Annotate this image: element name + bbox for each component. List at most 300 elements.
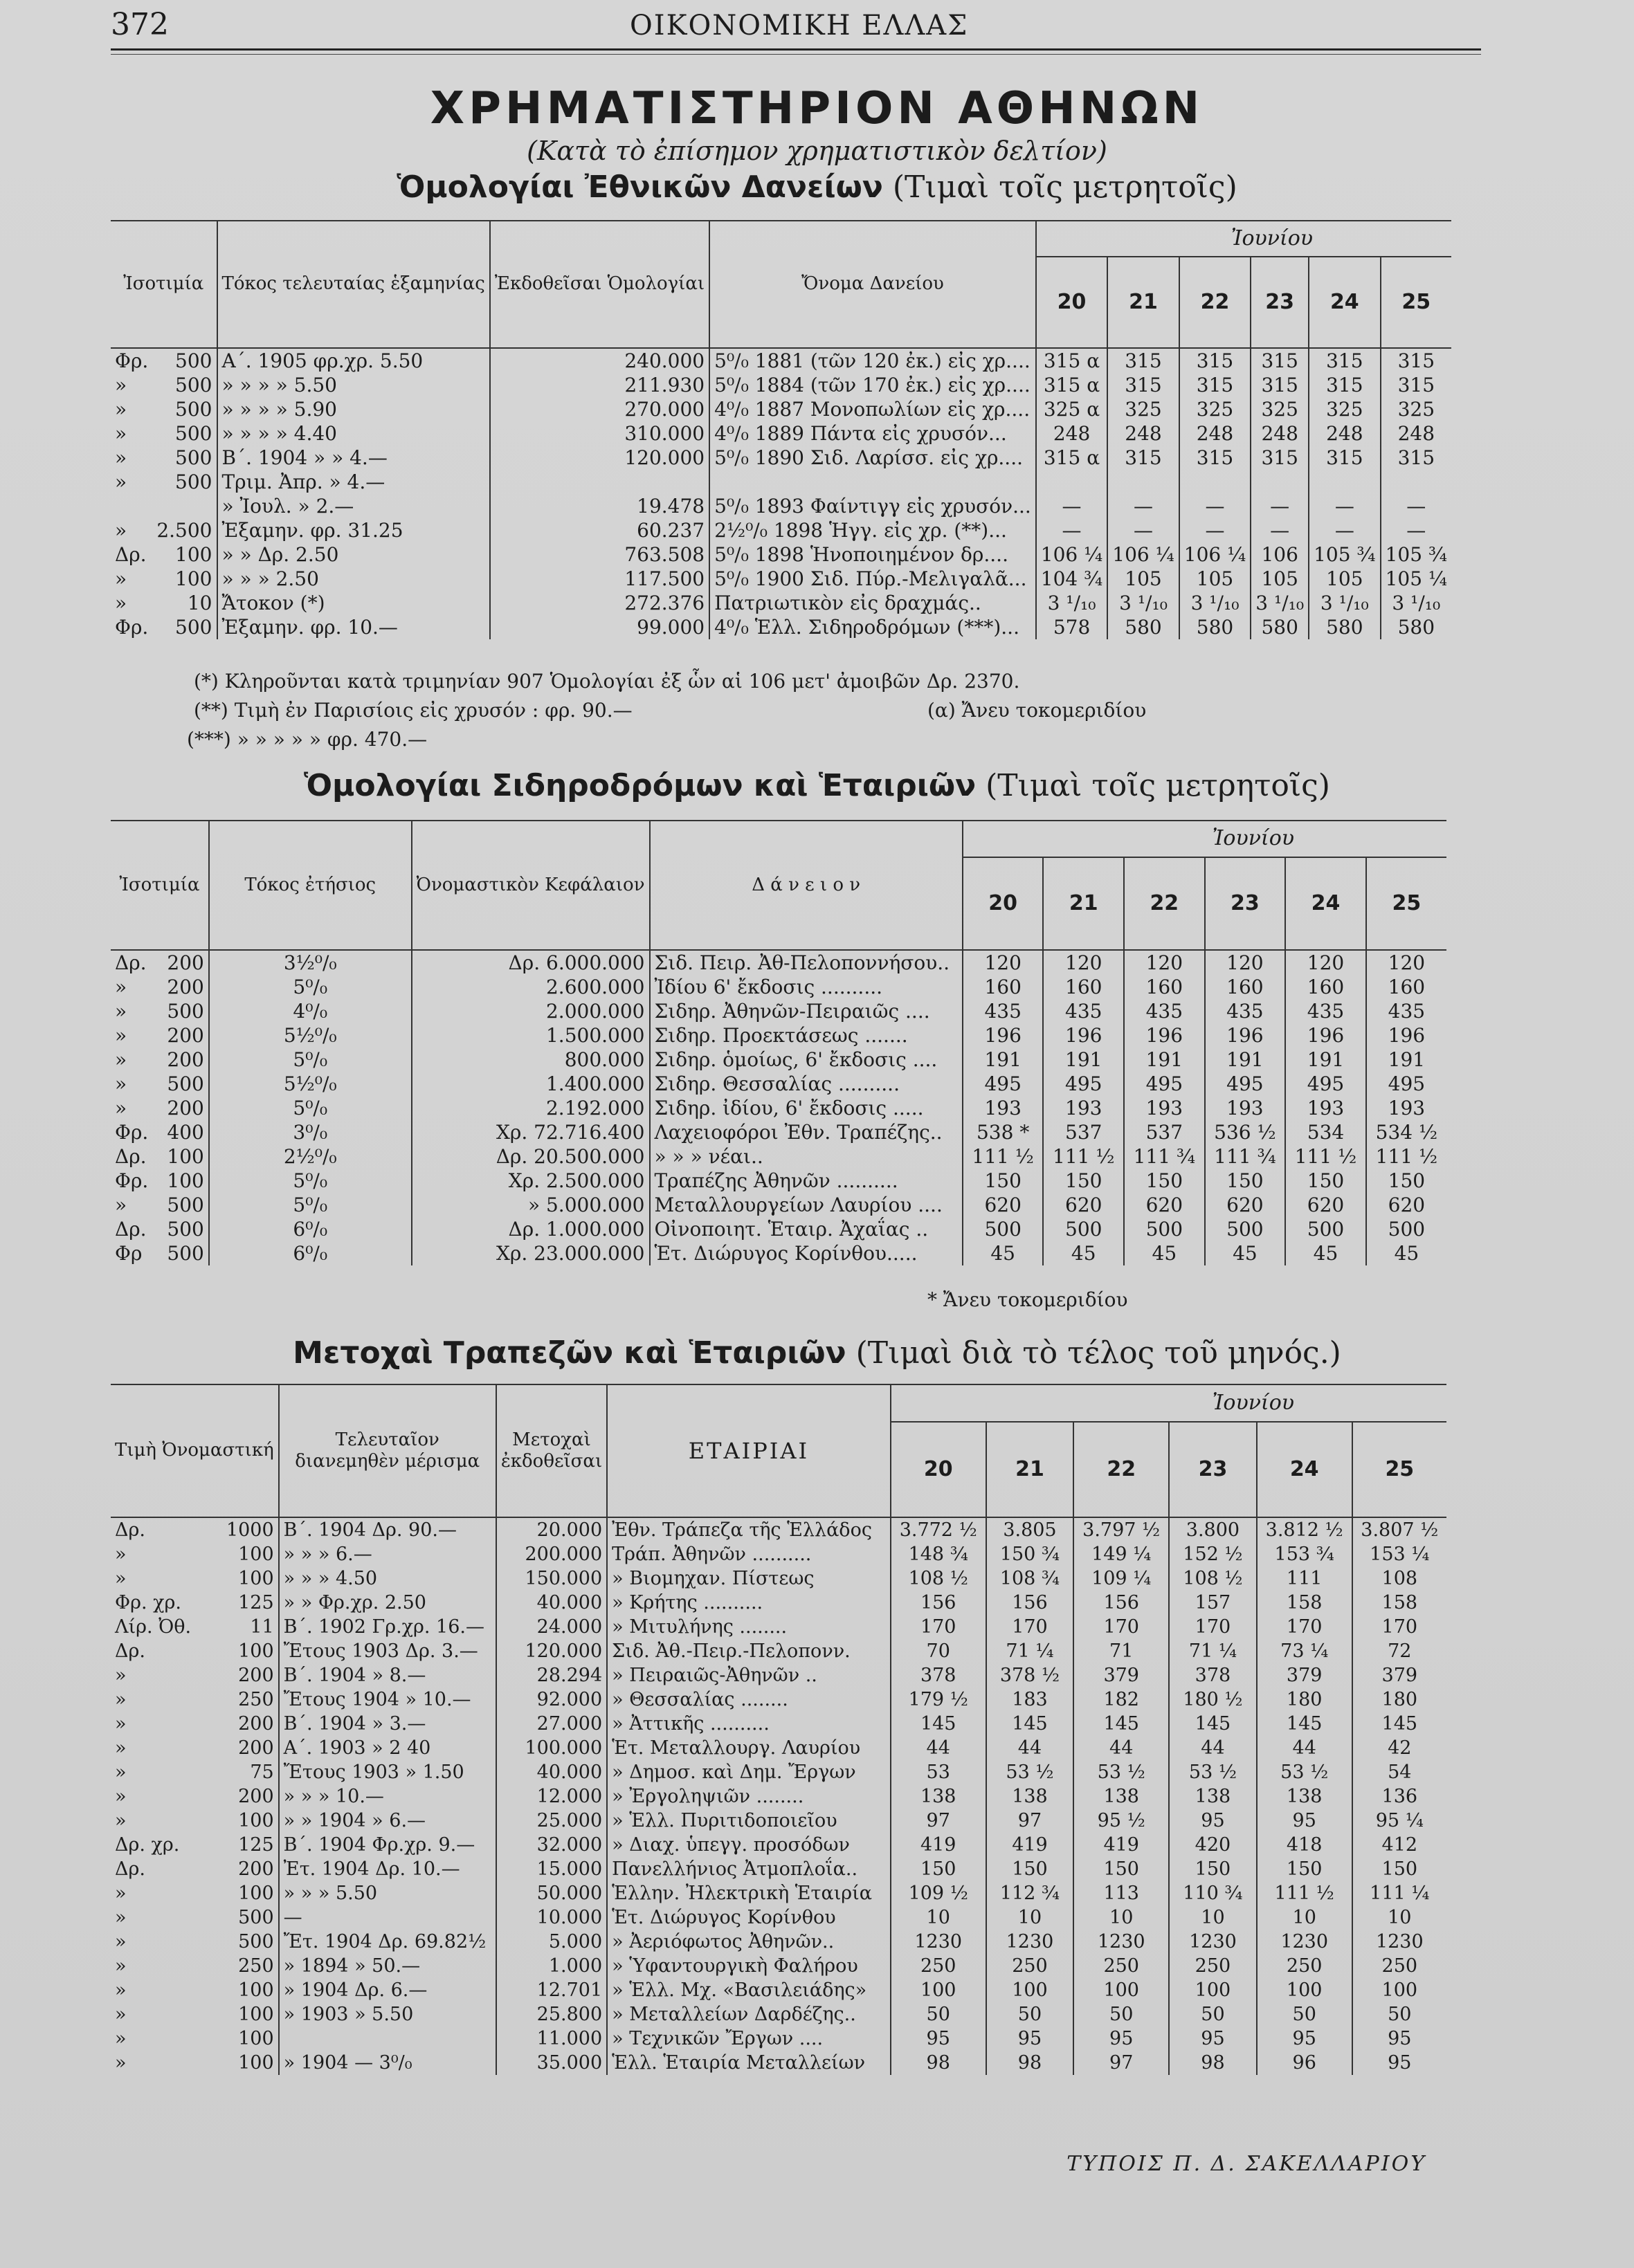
cell-price-25: 45 xyxy=(1394,1242,1419,1265)
cell-price-25: 100 xyxy=(1381,1979,1418,2001)
cell-price-20: 156 xyxy=(891,1591,986,1615)
cell-price-24: — xyxy=(1309,518,1380,542)
cell-par: 500 xyxy=(152,348,217,373)
cell-price-22: 191 xyxy=(1124,1048,1205,1072)
cell-interest: 3½⁰/₀ xyxy=(209,950,412,975)
cell-price-22: 3.797 ½ xyxy=(1073,1517,1169,1542)
cell-price-23: 315 xyxy=(1251,348,1309,373)
cell-name: » » » νέαι.. xyxy=(650,1144,963,1169)
cell-price-24: 153 ¾ xyxy=(1257,1542,1352,1566)
cell-price-24: 379 xyxy=(1257,1663,1352,1688)
cell-price-23: 580 xyxy=(1251,615,1309,639)
cell-price-22: 95 ½ xyxy=(1073,1809,1169,1833)
table-row xyxy=(111,1591,1446,1615)
cell-issued: 270.000 xyxy=(490,397,709,421)
cell-price-20: 100 xyxy=(891,1978,986,2002)
cell-par: 100 xyxy=(211,1978,278,2002)
cell-currency: » xyxy=(115,519,127,542)
cell-price-24: 580 xyxy=(1309,615,1380,639)
cell-price-24: 111 ½ xyxy=(1257,1881,1352,1905)
s3-header-merisma: Τελευταῖον διανεμηθὲν μέρισμα xyxy=(279,1384,496,1517)
cell-interest: Ἐτ. 1904 Δρ. 10.— xyxy=(279,1857,496,1881)
cell-price-20 xyxy=(1036,470,1107,494)
cell-price-23: 620 xyxy=(1205,1193,1286,1217)
cell-price-23: 3 ¹/₁₀ xyxy=(1251,591,1309,615)
cell-issued: 32.000 xyxy=(496,1833,607,1857)
cell-name: » Θεσσαλίας ........ xyxy=(607,1688,891,1712)
cell-price-23: 10 xyxy=(1169,1905,1257,1930)
s1-header-onoma: Ὄνομα Δανείου xyxy=(709,221,1036,348)
cell-interest: 5½⁰/₀ xyxy=(209,1072,412,1096)
cell-interest: » » Φρ.χρ. 2.50 xyxy=(279,1591,496,1615)
cell-interest: » » » » 4.40 xyxy=(217,421,490,446)
cell-name: 5⁰/₀ 1884 (τῶν 170 ἐκ.) εἰς χρ.... xyxy=(709,373,1036,397)
cell-interest: » » » 2.50 xyxy=(217,567,490,591)
cell-price-21: 150 xyxy=(1043,1169,1124,1193)
section2-body xyxy=(111,950,1446,1265)
cell-name: » Ἑλλ. Πυριτιδοποιεῖου xyxy=(607,1809,891,1833)
cell-price-20: 435 xyxy=(963,999,1044,1023)
cell-price-20: 98 xyxy=(891,2051,986,2075)
table-row xyxy=(111,397,1451,421)
table-row xyxy=(111,999,1446,1023)
cell-price-22: 170 xyxy=(1073,1615,1169,1639)
cell-price-24: 325 xyxy=(1309,397,1380,421)
cell-price-25: 180 xyxy=(1381,1689,1418,1710)
cell-price-22: 315 xyxy=(1179,348,1251,373)
cell-price-20: 3.772 ½ xyxy=(891,1517,986,1542)
main-title: ΧΡΗΜΑΤΙΣΤΗΡΙΟΝ ΑΘΗΝΩΝ xyxy=(430,83,1204,134)
cell-name: » Δημοσ. καὶ Δημ. Ἔργων xyxy=(607,1760,891,1784)
cell-currency: Φρ. xyxy=(115,616,149,639)
cell-par: 200 xyxy=(211,1784,278,1809)
table-row xyxy=(111,1930,1446,1954)
cell-price-23: 138 xyxy=(1169,1784,1257,1809)
cell-price-20: 150 xyxy=(891,1857,986,1881)
cell-price-22: 71 xyxy=(1073,1639,1169,1663)
cell-price-23: 100 xyxy=(1169,1978,1257,2002)
cell-price-20: 138 xyxy=(891,1784,986,1809)
cell-currency: Δρ. xyxy=(115,543,147,566)
cell-currency: » xyxy=(115,567,127,590)
cell-name: » Τεχνικῶν Ἔργων .... xyxy=(607,2027,891,2051)
cell-name: Σιδηρ. ὁμοίως, 6' ἔκδοσις .... xyxy=(650,1048,963,1072)
cell-par: 200 xyxy=(161,950,209,975)
cell-par: 125 xyxy=(211,1833,278,1857)
cell-currency: Δρ. xyxy=(115,1145,147,1168)
s1-note-alpha: (α) Ἄνευ τοκομεριδίου xyxy=(927,699,1147,722)
cell-price-24: 120 xyxy=(1285,950,1366,975)
cell-price-21: 537 xyxy=(1043,1120,1124,1144)
cell-price-24: 160 xyxy=(1285,975,1366,999)
cell-price-22: 44 xyxy=(1073,1736,1169,1760)
cell-price-20: 150 xyxy=(963,1169,1044,1193)
cell-price-22: 120 xyxy=(1124,950,1205,975)
table-row xyxy=(111,1217,1446,1241)
cell-price-24: 315 xyxy=(1309,348,1380,373)
table-row xyxy=(111,1954,1446,1978)
section1-body xyxy=(111,348,1451,639)
cell-name: Ἑτ. Διώρυγος Κορίνθου..... xyxy=(650,1241,963,1265)
s2-header-month: Ἰουνίου xyxy=(963,821,1446,857)
table-row xyxy=(111,1663,1446,1688)
cell-price-21: 3 ¹/₁₀ xyxy=(1107,591,1179,615)
cell-price-20: 109 ½ xyxy=(891,1881,986,1905)
cell-price-22: — xyxy=(1179,518,1251,542)
cell-price-24: 196 xyxy=(1285,1023,1366,1048)
cell-issued: 150.000 xyxy=(496,1566,607,1591)
header-rule xyxy=(111,48,1481,51)
cell-price-22: 495 xyxy=(1124,1072,1205,1096)
table-row xyxy=(111,1712,1446,1736)
table-row xyxy=(111,470,1451,494)
cell-interest: Β΄. 1904 » 8.— xyxy=(279,1663,496,1688)
cell-issued: Δρ. 6.000.000 xyxy=(412,950,650,975)
section3-title-bold: Μετοχαὶ Τραπεζῶν καὶ Ἑταιριῶν xyxy=(293,1335,846,1371)
cell-currency: » xyxy=(115,1762,127,1783)
cell-issued: 272.376 xyxy=(490,591,709,615)
cell-par: 500 xyxy=(211,1905,278,1930)
cell-price-21: 156 xyxy=(986,1591,1074,1615)
table-row xyxy=(111,2002,1446,2027)
cell-price-23: 180 ½ xyxy=(1169,1688,1257,1712)
cell-interest: 2½⁰/₀ xyxy=(209,1144,412,1169)
cell-price-20: 160 xyxy=(963,975,1044,999)
cell-interest: — xyxy=(279,1905,496,1930)
table-row xyxy=(111,1072,1446,1096)
day-header-25: 25 xyxy=(1385,1457,1415,1482)
cell-name: » Κρήτης .......... xyxy=(607,1591,891,1615)
cell-interest: Β΄. 1904 Φρ.χρ. 9.— xyxy=(279,1833,496,1857)
running-header xyxy=(111,7,1495,48)
cell-currency: » xyxy=(115,2052,127,2074)
cell-price-22: 50 xyxy=(1073,2002,1169,2027)
cell-currency: » xyxy=(115,470,127,493)
cell-price-25: 3 ¹/₁₀ xyxy=(1392,592,1441,614)
cell-price-25: 10 xyxy=(1388,1907,1412,1928)
cell-price-23: 45 xyxy=(1205,1241,1286,1265)
cell-price-24 xyxy=(1309,470,1380,494)
cell-price-23: 191 xyxy=(1205,1048,1286,1072)
cell-issued: Δρ. 20.500.000 xyxy=(412,1144,650,1169)
cell-price-21: 95 xyxy=(986,2027,1074,2051)
cell-price-25: 534 ½ xyxy=(1375,1121,1438,1144)
cell-currency: » xyxy=(115,1810,127,1831)
cell-par: 200 xyxy=(161,1096,209,1120)
cell-issued: 92.000 xyxy=(496,1688,607,1712)
cell-interest: » » 1904 » 6.— xyxy=(279,1809,496,1833)
section3-body xyxy=(111,1517,1446,2075)
section1-title-rest: (Τιμαὶ τοῖς μετρητοῖς) xyxy=(892,170,1237,205)
cell-price-21: 315 xyxy=(1107,348,1179,373)
cell-price-22: — xyxy=(1179,494,1251,518)
cell-currency: Φρ xyxy=(115,1242,143,1265)
cell-price-24: 111 ½ xyxy=(1285,1144,1366,1169)
cell-price-24: 105 xyxy=(1309,567,1380,591)
section3-title xyxy=(0,1335,1634,1371)
cell-issued: 25.800 xyxy=(496,2002,607,2027)
cell-price-23: 152 ½ xyxy=(1169,1542,1257,1566)
cell-par: 200 xyxy=(211,1736,278,1760)
cell-issued: 12.000 xyxy=(496,1784,607,1809)
cell-price-25: 250 xyxy=(1381,1955,1418,1977)
table-row xyxy=(111,1566,1446,1591)
cell-name: » Ἑλλ. Μχ. «Βασιλειάδης» xyxy=(607,1978,891,2002)
cell-par: 75 xyxy=(211,1760,278,1784)
cell-currency: Δρ. xyxy=(115,1640,145,1662)
cell-price-25: 153 ¼ xyxy=(1370,1544,1430,1565)
s2-header-isotimia: Ἰσοτιμία xyxy=(111,821,209,950)
cell-issued: » 5.000.000 xyxy=(412,1193,650,1217)
cell-issued: 5.000 xyxy=(496,1930,607,1954)
cell-par: 125 xyxy=(211,1591,278,1615)
cell-issued: 800.000 xyxy=(412,1048,650,1072)
cell-price-25: 95 ¼ xyxy=(1375,1810,1424,1831)
cell-name: 5⁰/₀ 1893 Φαίντιγγ εἰς χρυσόν... xyxy=(709,494,1036,518)
cell-issued: 1.400.000 xyxy=(412,1072,650,1096)
cell-price-25: 120 xyxy=(1388,951,1426,974)
cell-price-21: 325 xyxy=(1107,397,1179,421)
cell-issued: 310.000 xyxy=(490,421,709,446)
cell-price-25: 379 xyxy=(1381,1665,1418,1686)
cell-currency: Λίρ. Ὀθ. xyxy=(115,1616,192,1638)
cell-price-25: 325 xyxy=(1397,398,1435,421)
cell-price-23: 250 xyxy=(1169,1954,1257,1978)
cell-price-20: 315 α xyxy=(1036,373,1107,397)
table-row xyxy=(111,1542,1446,1566)
cell-par: 500 xyxy=(152,421,217,446)
cell-price-21: 145 xyxy=(986,1712,1074,1736)
cell-price-23: 157 xyxy=(1169,1591,1257,1615)
cell-price-21: 150 ¾ xyxy=(986,1542,1074,1566)
cell-price-22: 145 xyxy=(1073,1712,1169,1736)
cell-price-21: 53 ½ xyxy=(986,1760,1074,1784)
cell-name: Οἰνοποιητ. Ἑταιρ. Ἀχαΐας .. xyxy=(650,1217,963,1241)
cell-price-21: 106 ¼ xyxy=(1107,542,1179,567)
cell-issued: 211.930 xyxy=(490,373,709,397)
cell-price-20: 170 xyxy=(891,1615,986,1639)
cell-price-20: 120 xyxy=(963,950,1044,975)
cell-name: Ἑλλην. Ἠλεκτρικὴ Ἑταιρία xyxy=(607,1881,891,1905)
cell-price-25: 1230 xyxy=(1375,1931,1424,1953)
table-row xyxy=(111,1615,1446,1639)
cell-currency: » xyxy=(115,398,127,421)
cell-price-20: 111 ½ xyxy=(963,1144,1044,1169)
cell-currency: » xyxy=(115,1568,127,1589)
cell-interest: 5⁰/₀ xyxy=(209,1193,412,1217)
day-header-21: 21 xyxy=(986,1422,1074,1517)
cell-par: 200 xyxy=(211,1663,278,1688)
cell-issued: Χρ. 23.000.000 xyxy=(412,1241,650,1265)
cell-currency: » xyxy=(115,1194,127,1216)
table-row xyxy=(111,591,1451,615)
cell-price-23: 170 xyxy=(1169,1615,1257,1639)
cell-interest: 5½⁰/₀ xyxy=(209,1023,412,1048)
cell-issued: 20.000 xyxy=(496,1517,607,1542)
cell-issued: 11.000 xyxy=(496,2027,607,2051)
cell-currency: » xyxy=(115,592,127,614)
day-header-22: 22 xyxy=(1179,257,1251,348)
cell-interest: 3⁰/₀ xyxy=(209,1120,412,1144)
cell-issued: Χρ. 2.500.000 xyxy=(412,1169,650,1193)
cell-price-25: 193 xyxy=(1388,1097,1426,1119)
table-row xyxy=(111,1048,1446,1072)
table-row xyxy=(111,1639,1446,1663)
cell-price-24: 50 xyxy=(1257,2002,1352,2027)
s1-note-3: (***) » » » » » φρ. 470.— xyxy=(187,728,428,751)
cell-currency: » xyxy=(115,1048,127,1071)
cell-par: 200 xyxy=(211,1857,278,1881)
cell-issued: 24.000 xyxy=(496,1615,607,1639)
table-row xyxy=(111,1193,1446,1217)
cell-price-22: 149 ¼ xyxy=(1073,1542,1169,1566)
section1-title-bold: Ὁμολογίαι Ἐθνικῶν Δανείων xyxy=(397,170,883,205)
cell-price-20: 45 xyxy=(963,1241,1044,1265)
cell-price-23: 248 xyxy=(1251,421,1309,446)
cell-currency: » xyxy=(115,976,127,998)
cell-price-24: 138 xyxy=(1257,1784,1352,1809)
cell-price-23: 106 xyxy=(1251,542,1309,567)
cell-price-24: — xyxy=(1309,494,1380,518)
cell-price-20: 196 xyxy=(963,1023,1044,1048)
cell-issued: 2.600.000 xyxy=(412,975,650,999)
cell-issued: 2.192.000 xyxy=(412,1096,650,1120)
cell-price-24: 95 xyxy=(1257,1809,1352,1833)
running-title: ΟΙΚΟΝΟΜΙΚΗ ΕΛΛΑΣ xyxy=(630,10,969,42)
cell-price-20: 148 ¾ xyxy=(891,1542,986,1566)
cell-price-22: 100 xyxy=(1073,1978,1169,2002)
table-row xyxy=(111,1688,1446,1712)
cell-interest: Ἄτοκον (*) xyxy=(217,591,490,615)
cell-price-22: 113 xyxy=(1073,1881,1169,1905)
cell-price-22: 250 xyxy=(1073,1954,1169,1978)
cell-currency: Δρ. xyxy=(115,1218,147,1241)
cell-currency: » xyxy=(115,1907,127,1928)
cell-interest xyxy=(279,2027,496,2051)
day-header-22: 22 xyxy=(1124,857,1205,950)
section2-title-rest: (Τιμαὶ τοῖς μετρητοῖς) xyxy=(986,768,1330,803)
cell-par: 100 xyxy=(211,2027,278,2051)
cell-price-21: 378 ½ xyxy=(986,1663,1074,1688)
cell-price-25: 196 xyxy=(1388,1024,1426,1047)
day-header-25: 25 xyxy=(1392,890,1422,915)
cell-price-22: 379 xyxy=(1073,1663,1169,1688)
cell-price-21: 112 ¾ xyxy=(986,1881,1074,1905)
cell-price-23: 150 xyxy=(1169,1857,1257,1881)
cell-name: Σιδ. Ἀθ.-Πειρ.-Πελοπονν. xyxy=(607,1639,891,1663)
cell-price-25: 108 xyxy=(1381,1568,1418,1589)
day-header-24: 24 xyxy=(1285,857,1366,950)
cell-interest: Ἔτους 1903 » 1.50 xyxy=(279,1760,496,1784)
cell-name: Ἑλλ. Ἑταιρία Μεταλλείων xyxy=(607,2051,891,2075)
table-row xyxy=(111,2051,1446,2075)
cell-interest: » » » 4.50 xyxy=(279,1566,496,1591)
cell-price-21: 419 xyxy=(986,1833,1074,1857)
s2-note: * Ἄνευ τοκομεριδίου xyxy=(927,1288,1128,1311)
s1-header-tokos: Τόκος τελευταίας ἑξαμηνίας xyxy=(217,221,490,348)
cell-par: 11 xyxy=(211,1615,278,1639)
cell-price-23: 110 ¾ xyxy=(1169,1881,1257,1905)
cell-name: 4⁰/₀ Ἑλλ. Σιδηροδρόμων (***)... xyxy=(709,615,1036,639)
cell-price-20: 325 α xyxy=(1036,397,1107,421)
cell-price-25 xyxy=(1381,470,1451,494)
table-row xyxy=(111,1760,1446,1784)
cell-price-24: 418 xyxy=(1257,1833,1352,1857)
cell-name: » Βιομηχαν. Πίστεως xyxy=(607,1566,891,1591)
cell-name: 5⁰/₀ 1900 Σιδ. Πύρ.-Μελιγαλᾶ... xyxy=(709,567,1036,591)
cell-interest: 6⁰/₀ xyxy=(209,1241,412,1265)
day-header-25: 25 xyxy=(1401,290,1431,314)
day-header-20: 20 xyxy=(891,1422,986,1517)
cell-price-24: 500 xyxy=(1285,1217,1366,1241)
cell-price-24: 150 xyxy=(1257,1857,1352,1881)
table-row xyxy=(111,1784,1446,1809)
cell-price-24: 620 xyxy=(1285,1193,1366,1217)
cell-price-21 xyxy=(1107,470,1179,494)
cell-par: 500 xyxy=(161,1217,209,1241)
table-row xyxy=(111,567,1451,591)
cell-par: 100 xyxy=(211,1542,278,1566)
cell-name: Σιδ. Πειρ. Ἀθ-Πελοποννήσου.. xyxy=(650,950,963,975)
cell-price-24: 53 ½ xyxy=(1257,1760,1352,1784)
cell-price-25: 580 xyxy=(1397,616,1435,639)
table-row xyxy=(111,975,1446,999)
cell-price-21: 10 xyxy=(986,1905,1074,1930)
cell-price-24: 170 xyxy=(1257,1615,1352,1639)
cell-price-20: — xyxy=(1036,518,1107,542)
cell-price-25: 95 xyxy=(1388,2052,1412,2074)
cell-price-23: 98 xyxy=(1169,2051,1257,2075)
cell-name: Σιδηρ. Ἀθηνῶν-Πειραιῶς .... xyxy=(650,999,963,1023)
cell-price-24: 145 xyxy=(1257,1712,1352,1736)
cell-issued: 27.000 xyxy=(496,1712,607,1736)
cell-price-20: 44 xyxy=(891,1736,986,1760)
cell-price-22: 111 ¾ xyxy=(1124,1144,1205,1169)
cell-price-24: 315 xyxy=(1309,373,1380,397)
cell-price-20: 500 xyxy=(963,1217,1044,1241)
cell-currency: » xyxy=(115,1544,127,1565)
cell-name: 4⁰/₀ 1887 Μονοπωλίων εἰς χρ.... xyxy=(709,397,1036,421)
cell-price-21: 3.805 xyxy=(986,1517,1074,1542)
cell-name: 4⁰/₀ 1889 Πάντα εἰς χρυσόν... xyxy=(709,421,1036,446)
day-header-21: 21 xyxy=(1043,857,1124,950)
cell-price-20: 145 xyxy=(891,1712,986,1736)
cell-interest: » 1894 » 50.— xyxy=(279,1954,496,1978)
cell-interest: » » » » 5.50 xyxy=(217,373,490,397)
cell-price-25: 95 xyxy=(1388,2028,1412,2049)
cell-par: 100 xyxy=(211,1639,278,1663)
cell-name: Ἑτ. Διώρυγος Κορίνθου xyxy=(607,1905,891,1930)
section2-title-bold: Ὁμολογίαι Σιδηροδρόμων καὶ Ἑταιριῶν xyxy=(304,768,977,803)
cell-interest: Ἐξαμην. φρ. 10.— xyxy=(217,615,490,639)
cell-price-24: 105 ¾ xyxy=(1309,542,1380,567)
table-row xyxy=(111,1978,1446,2002)
cell-par: 500 xyxy=(152,615,217,639)
cell-price-24: 100 xyxy=(1257,1978,1352,2002)
table-row xyxy=(111,494,1451,518)
cell-name: Τραπέζης Ἀθηνῶν .......... xyxy=(650,1169,963,1193)
cell-price-22: 109 ¼ xyxy=(1073,1566,1169,1591)
cell-par: 500 xyxy=(161,1193,209,1217)
cell-currency: » xyxy=(115,374,127,396)
section3-title-rest: (Τιμαὶ διὰ τὸ τέλος τοῦ μηνός.) xyxy=(855,1335,1341,1371)
cell-price-20: 106 ¼ xyxy=(1036,542,1107,567)
cell-name xyxy=(709,470,1036,494)
cell-name: » Ἀεριόφωτος Ἀθηνῶν.. xyxy=(607,1930,891,1954)
cell-currency: » xyxy=(115,1072,127,1095)
cell-price-21: 580 xyxy=(1107,615,1179,639)
cell-par: 10 xyxy=(152,591,217,615)
